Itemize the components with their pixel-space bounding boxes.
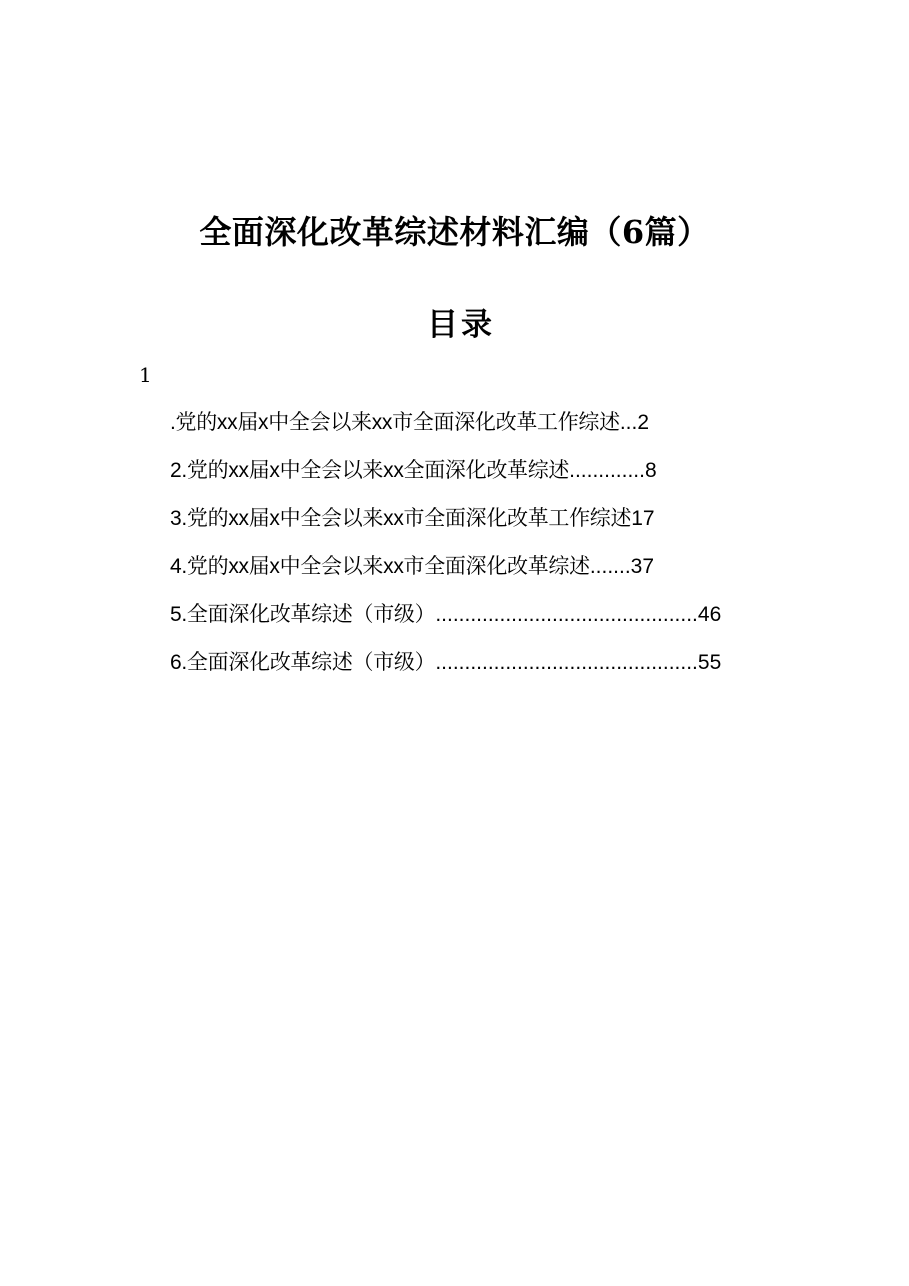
toc-entry-title: 4.党的xx届x中全会以来xx市全面深化改革综述 [170,555,590,578]
toc-entry-page-number: 2 [637,411,650,434]
toc-entry-title: .党的xx届x中全会以来xx市全面深化改革工作综述 [170,411,620,434]
toc-entry-4[interactable] [170,543,790,591]
toc-entry-leader: ............. [569,459,645,482]
toc-entry-title: 5.全面深化改革综述（市级） [170,603,436,626]
toc-entry-title: 6.全面深化改革综述（市级） [170,651,436,674]
table-of-contents [170,399,790,687]
toc-entry-3[interactable] [170,495,790,543]
toc-entry-title: 3.党的xx届x中全会以来xx市全面深化改革工作综述 [170,507,632,530]
toc-entry-leader: ....... [589,555,631,578]
toc-entry-title: 2.党的xx届x中全会以来xx全面深化改革综述 [170,459,570,482]
toc-entry-page-number: 55 [697,651,722,674]
page-marker-number: 1 [139,363,152,387]
document-title: 全面深化改革综述材料汇编（6篇） [199,213,710,251]
toc-entry-6[interactable] [170,639,790,687]
toc-entry-2[interactable] [170,447,790,495]
toc-entry-page-number: 46 [697,603,722,626]
toc-entry-page-number: 37 [630,555,655,578]
toc-entry-leader: ............................................. [435,603,698,626]
toc-entry-leader: ... [619,411,638,434]
toc-entry-5[interactable] [170,591,790,639]
toc-entry-page-number: 8 [644,459,657,482]
toc-entry-page-number: 17 [631,507,655,530]
toc-entry-1[interactable] [170,399,790,447]
toc-entry-leader: ............................................. [435,651,698,674]
toc-heading: 目录 [427,307,495,343]
